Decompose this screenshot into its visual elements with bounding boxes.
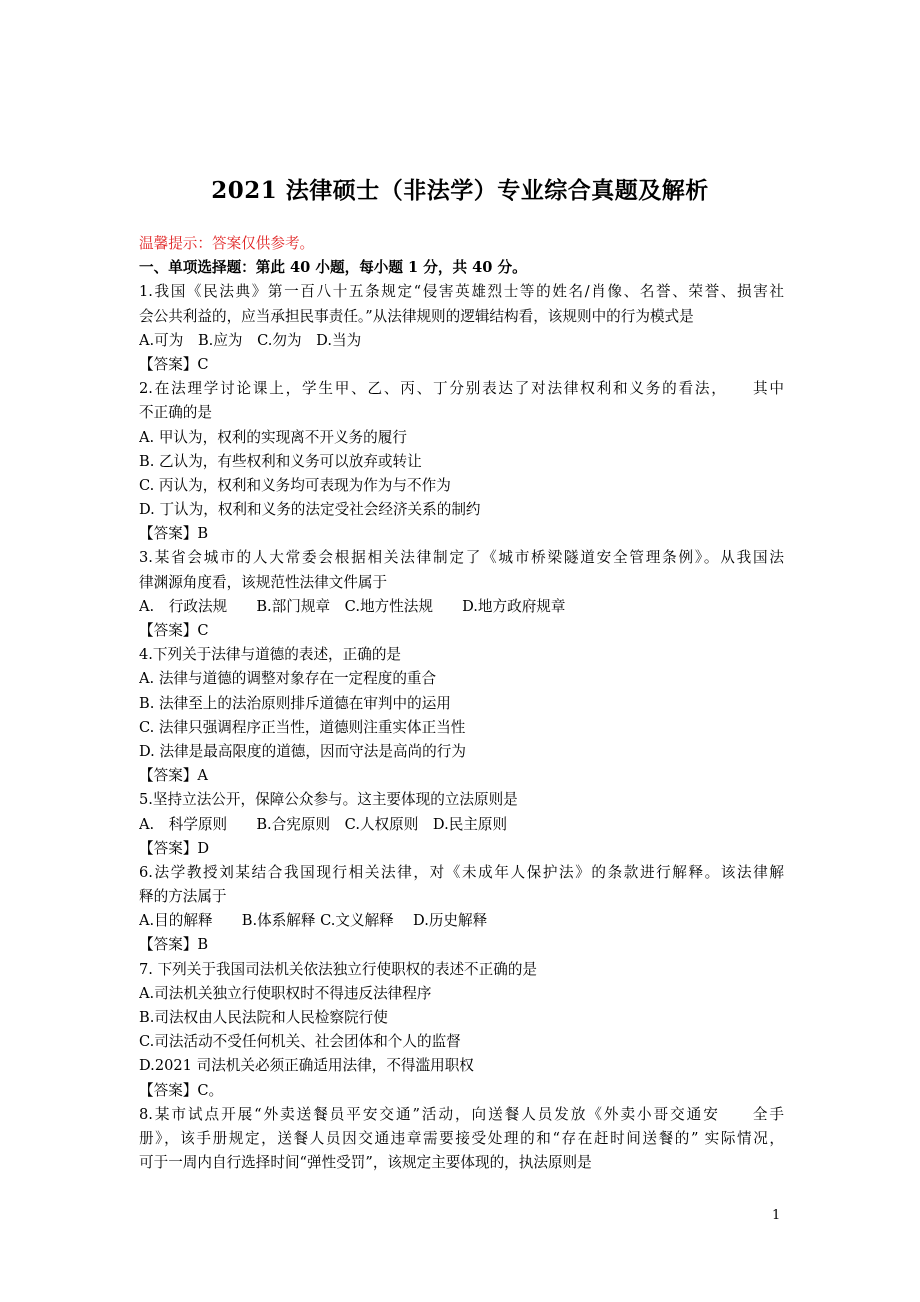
question-4-option-c: C. 法律只强调程序正当性，道德则注重实体正当性: [139, 718, 466, 736]
question-4-option-a: A. 法律与道德的调整对象存在一定程度的重合: [139, 670, 437, 688]
question-3-line-1: 3.某省会城市的人大常委会根据相关法律制定了《城市桥梁隧道安全管理条例》。从我国法: [139, 549, 784, 567]
question-5-answer: 【答案】D: [139, 839, 210, 857]
question-3-options: A. 行政法规 B.部门规章 C.地方性法规 D.地方政府规章: [139, 597, 566, 615]
question-1-options: A.可为 B.应为 C.勿为 D.当为: [139, 331, 362, 349]
question-2-option-d: D. 丁认为，权利和义务的法定受社会经济关系的制约: [139, 501, 481, 519]
question-6-line-2: 释的方法属于: [139, 888, 227, 906]
question-6-answer: 【答案】B: [139, 936, 209, 954]
question-4-line-1: 4.下列关于法律与道德的表述，正确的是: [139, 646, 402, 664]
question-7-option-a: A.司法机关独立行使职权时不得违反法律程序: [139, 984, 432, 1002]
document-title: 2021 法律硕士（非法学）专业综合真题及解析: [211, 177, 709, 204]
question-8-line-1: 8.某市试点开展“外卖送餐员平安交通”活动，向送餐人员发放《外卖小哥交通安 全手: [139, 1105, 784, 1123]
question-8-line-2: 册》，该手册规定，送餐人员因交通违章需要接受处理的和“存在赶时间送餐的” 实际情况，: [139, 1129, 784, 1147]
notice-text: 温馨提示：答案仅供参考。: [139, 235, 315, 252]
page-number: 1: [772, 1208, 781, 1223]
question-2-line-1: 2.在法理学讨论课上，学生甲、乙、丙、丁分别表达了对法律权利和义务的看法， 其中: [139, 380, 784, 398]
question-7-answer: 【答案】C。: [139, 1081, 224, 1099]
question-4-answer: 【答案】A: [139, 767, 208, 785]
question-2-line-2: 不正确的是: [139, 404, 212, 422]
question-3-answer: 【答案】C: [139, 622, 209, 639]
question-4-option-d: D. 法律是最高限度的道德，因而守法是高尚的行为: [139, 742, 466, 760]
question-7-option-d: D.2021 司法机关必须正确适用法律，不得滥用职权: [139, 1057, 474, 1075]
question-5-options: A. 科学原则 B.合宪原则 C.人权原则 D.民主原则: [139, 815, 508, 833]
question-5-line-1: 5.坚持立法公开，保障公众参与。这主要体现的立法原则是: [139, 791, 518, 809]
question-1-line-2: 会公共利益的，应当承担民事责任。”从法律规则的逻辑结构看，该规则中的行为模式是: [139, 307, 694, 325]
question-1-line-1: 1.我国《民法典》第一百八十五条规定“侵害英雄烈士等的姓名/肖像、名誉、荣誉、损害社: [139, 283, 784, 301]
question-1-answer: 【答案】C: [139, 355, 209, 373]
question-8-line-3: 可于一周内自行选择时间“弹性受罚”，该规定主要体现的，执法原则是: [139, 1154, 592, 1172]
question-4-option-b: B. 法律至上的法治原则排斥道德在审判中的运用: [139, 694, 451, 712]
question-2-option-a: A. 甲认为，权利的实现离不开义务的履行: [139, 428, 407, 446]
document-body: [139, 232, 784, 1175]
question-3-line-2: 律渊源角度看，该规范性法律文件属于: [139, 573, 388, 591]
question-6-options: A.目的解释 B.体系解释 C.文义解释 D.历史解释: [139, 912, 488, 930]
question-7-line-1: 7. 下列关于我国司法机关依法独立行使职权的表述不正确的是: [139, 960, 538, 978]
section-heading: 一、单项选择题：第此 40 小题，每小题 1 分，共 40 分。: [139, 259, 527, 277]
question-2-option-b: B. 乙认为，有些权利和义务可以放弃或转让: [139, 452, 422, 470]
question-7-option-c: C.司法活动不受任何机关、社会团体和个人的监督: [139, 1033, 461, 1051]
question-2-answer: 【答案】B: [139, 525, 209, 543]
question-7-option-b: B.司法权由人民法院和人民检察院行使: [139, 1009, 388, 1026]
question-6-line-1: 6.法学教授刘某结合我国现行相关法律，对《未成年人保护法》的条款进行解释。该法律解: [139, 863, 784, 881]
question-2-option-c: C. 丙认为，权利和义务均可表现为作为与不作为: [139, 476, 451, 494]
